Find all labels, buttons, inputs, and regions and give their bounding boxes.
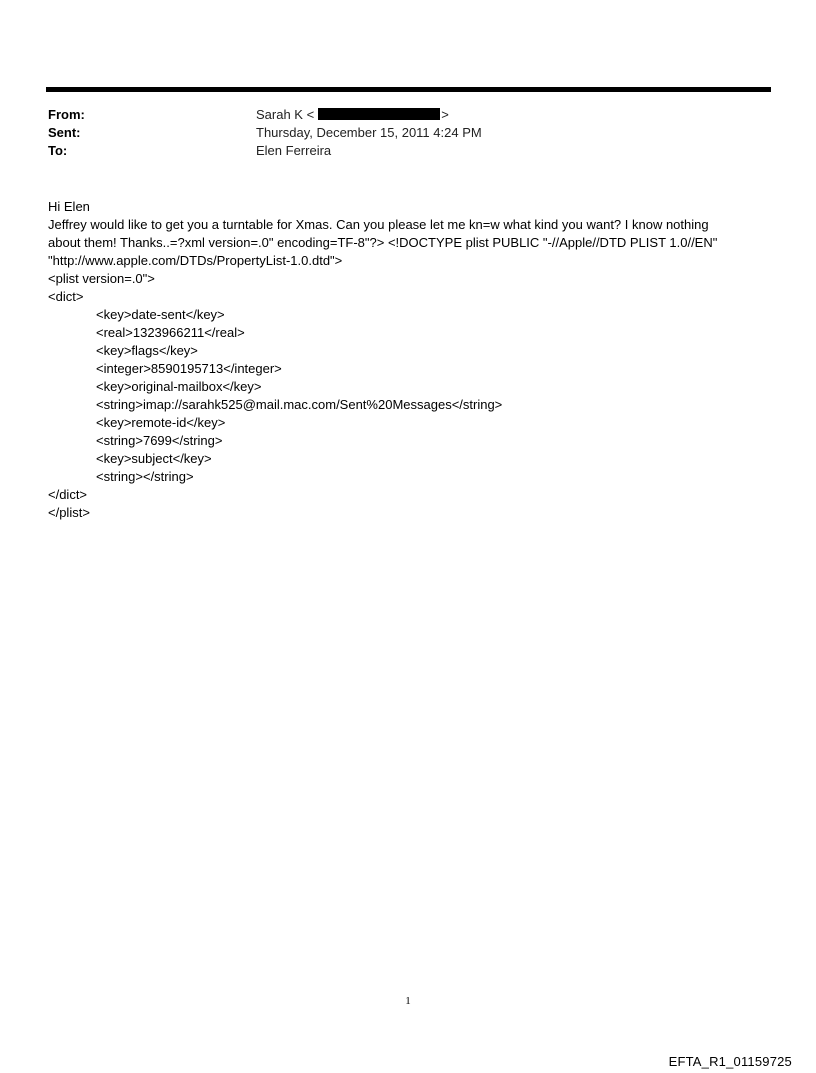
redaction-box (318, 108, 440, 120)
body-line: Hi Elen (48, 199, 90, 214)
body-line: <plist version=.0"> (48, 271, 155, 286)
sent-label: Sent: (48, 125, 81, 140)
body-line: <key>subject</key> (96, 451, 212, 466)
body-line: <real>1323966211</real> (96, 325, 245, 340)
from-label: From: (48, 107, 85, 122)
body-line: <key>remote-id</key> (96, 415, 226, 430)
body-line: </dict> (48, 487, 88, 502)
body-line: about them! Thanks..=?xml version=.0" encoding=TF-8"?> <!DOCTYPE plist PUBLIC "-//Apple//DTD PLIST 1.0//EN" (48, 235, 718, 250)
page-number: 1 (405, 995, 411, 1007)
to-row (48, 142, 768, 160)
header-rule (46, 87, 771, 92)
body-line: <string></string> (96, 469, 194, 484)
sent-row (48, 124, 768, 142)
body-line: <dict> (48, 289, 84, 304)
body-line: <key>flags</key> (96, 343, 198, 358)
to-label: To: (48, 143, 68, 158)
from-row (48, 106, 768, 124)
from-open-bracket: < (306, 107, 315, 122)
body-line: </plist> (48, 505, 90, 520)
body-line: <key>date-sent</key> (96, 307, 225, 322)
email-body (48, 198, 768, 522)
body-line: <key>original-mailbox</key> (96, 379, 262, 394)
email-header (48, 106, 768, 160)
from-name: Sarah K (256, 107, 303, 122)
body-line: "http://www.apple.com/DTDs/PropertyList-1.0.dtd"> (48, 253, 343, 268)
from-value (256, 106, 449, 124)
body-line: <string>7699</string> (96, 433, 223, 448)
to-value: Elen Ferreira (256, 143, 332, 158)
body-line: <string>imap://sarahk525@mail.mac.com/Sent%20Messages</string> (96, 397, 503, 412)
body-line: <integer>8590195713</integer> (96, 361, 282, 376)
document-id: EFTA_R1_01159725 (668, 1054, 792, 1069)
body-line: Jeffrey would like to get you a turntable for Xmas. Can you please let me kn=w what kind you want? I know nothing (48, 217, 709, 232)
from-close-bracket: > (441, 107, 449, 122)
sent-value: Thursday, December 15, 2011 4:24 PM (256, 125, 482, 140)
